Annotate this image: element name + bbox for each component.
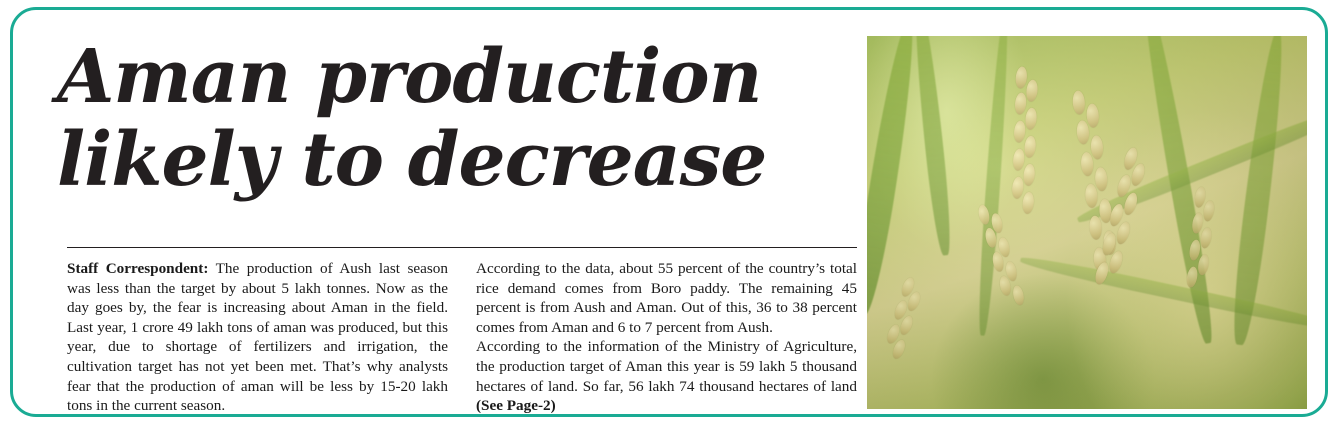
headline-divider bbox=[67, 247, 857, 248]
article-column-1 bbox=[67, 259, 448, 416]
column-1-paragraph-1 bbox=[67, 259, 448, 416]
article-frame bbox=[10, 7, 1328, 417]
article-body bbox=[67, 259, 857, 416]
column-2-text: According to the information of the Ministry of Agriculture, the production target of Aman this year is 59 lakh 5 thousand hectares of land. So far, 56 lakh 74 thousand hectares of land bbox=[476, 338, 857, 395]
see-page-link[interactable]: (See Page-2) bbox=[476, 397, 556, 415]
column-1-text: The production of Aush last season was less than the target by about 5 lakh tonnes. Now as the day goes by, the fear is increasing about Aman in the field. Last year, 1 crore 49 lakh tons of aman was produced, but this year, due to shortage of fertilizers and irrigation, the cultivation target has not yet been met. That’s why analysts fear that the production of aman will be less by 15-20 lakh tons in the current season. bbox=[67, 260, 448, 415]
article-column-2 bbox=[476, 259, 857, 416]
headline-line-1: Aman production bbox=[57, 34, 762, 120]
byline: Staff Correspondent: bbox=[67, 260, 209, 277]
article-inner bbox=[57, 32, 1307, 414]
rice-paddy-photo bbox=[867, 36, 1307, 409]
photo-artwork bbox=[867, 36, 1307, 409]
page-title bbox=[57, 36, 857, 202]
column-2-paragraph-1: According to the data, about 55 percent of the country’s total rice demand comes from Boro paddy. The remaining 45 percent is from Aush and Aman. Out of this, 36 to 38 percent comes from Aman and 6 to 7 percent from Aush. bbox=[476, 260, 857, 336]
column-2-paragraph-2 bbox=[476, 337, 857, 415]
headline-line-2: likely to decrease bbox=[57, 117, 767, 203]
